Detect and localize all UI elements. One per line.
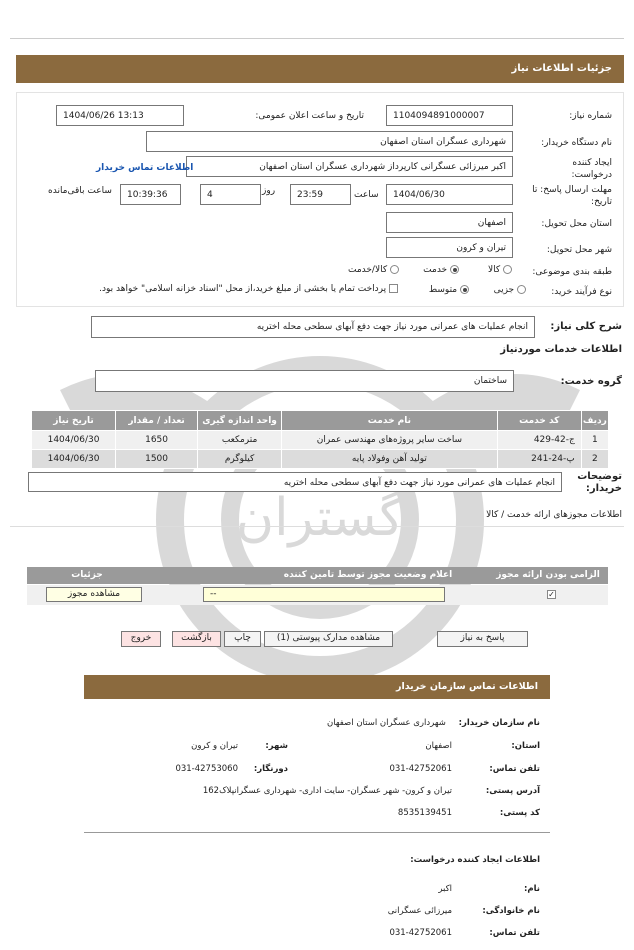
- col-date: تاریخ نیاز: [32, 411, 116, 431]
- contact-org-value: شهرداری عسگران استان اصفهان: [326, 718, 446, 728]
- category-option-both[interactable]: کالا/خدمت: [348, 265, 399, 275]
- col-code: کد خدمت: [497, 411, 581, 431]
- contact-address-label: آدرس پستی:: [485, 786, 540, 796]
- category-label: طبقه بندی موضوعی:: [532, 267, 612, 277]
- creator-name-value: اکبر: [438, 884, 452, 894]
- creator-family-value: میرزائی عسگرانی: [387, 906, 452, 916]
- services-table: [31, 410, 609, 469]
- permit-required-checkbox: [547, 590, 556, 600]
- contact-address: [486, 786, 540, 796]
- permit-status-field: --: [203, 587, 445, 602]
- permits-col-status: اعلام وضعیت مجوز توسط تامین کننده: [283, 570, 453, 580]
- checkmark-icon: ✓: [548, 590, 555, 599]
- radio-icon: [390, 265, 399, 274]
- contact-fax-label: دورنگار:: [253, 764, 288, 774]
- col-row: ردیف: [581, 411, 608, 431]
- row-code: پ-24-241: [497, 450, 581, 469]
- services-table-header: [32, 411, 609, 431]
- radio-selected-icon: [460, 285, 469, 294]
- contact-fax: [254, 764, 288, 774]
- creator-section-title: اطلاعات ایجاد کننده درخواست:: [410, 855, 540, 865]
- contact-postal: [500, 808, 540, 818]
- summary-field: انجام عملیات های عمرانی مورد نیاز جهت دفع آبهای سطحی محله اختریه: [91, 316, 535, 338]
- back-button[interactable]: بازگشت: [172, 631, 221, 647]
- contact-address-value: تیران و کرون- شهر عسگران- سایت اداری- شهرداری عسگرانپلاک162: [202, 786, 452, 796]
- creator-name: [524, 884, 540, 894]
- table-row: [32, 450, 609, 469]
- category-option-goods[interactable]: کالا: [488, 265, 512, 275]
- permits-col-required: الزامی بودن ارائه مجوز: [496, 570, 600, 580]
- creator-family: [482, 906, 540, 916]
- city-field: تیران و کرون: [386, 237, 513, 258]
- row-code: ج-42-429: [497, 431, 581, 450]
- service-group-field: ساختمان: [95, 370, 514, 392]
- creator-field: اکبر میرزائی عسگرانی کارپرداز شهرداری عسگران استان اصفهان: [186, 156, 513, 177]
- contact-postal-label: کد پستی:: [499, 808, 540, 818]
- buyer-notes-field: انجام عملیات های عمرانی مورد نیاز جهت دفع آبهای سطحی محله اختریه: [28, 472, 562, 492]
- reply-button[interactable]: پاسخ به نیاز: [437, 631, 528, 647]
- process-label: نوع فرآیند خرید:: [551, 287, 612, 297]
- contact-divider: [84, 832, 550, 833]
- row-name: ساخت سایر پروژه‌های مهندسی عمران: [282, 431, 498, 450]
- creator-phone: [489, 928, 540, 938]
- creator-phone-value: 031-42752061: [389, 928, 452, 938]
- treasury-payment-option[interactable]: پرداخت تمام یا بخشی از مبلغ خرید،از محل "اسناد خزانه اسلامی" خواهد بود.: [99, 284, 398, 294]
- category-option-service[interactable]: خدمت: [423, 265, 459, 275]
- radio-icon: [517, 285, 526, 294]
- row-unit: مترمکعب: [198, 431, 282, 450]
- service-group-label: گروه خدمت:: [560, 376, 622, 387]
- col-name: نام خدمت: [282, 411, 498, 431]
- contact-link[interactable]: اطلاعات تماس خریدار: [96, 163, 194, 173]
- process-option-medium[interactable]: متوسط: [429, 285, 469, 295]
- row-unit: کیلوگرم: [198, 450, 282, 469]
- buyer-org-label: نام دستگاه خریدار:: [541, 138, 612, 148]
- print-button[interactable]: چاپ: [224, 631, 261, 647]
- contact-fax-value: 031-42753060: [175, 764, 238, 774]
- contact-province: [511, 741, 540, 751]
- time-label: ساعت: [354, 190, 379, 200]
- view-documents-button[interactable]: مشاهده مدارک پیوستی (1): [264, 631, 393, 647]
- province-label: استان محل تحویل:: [541, 219, 612, 229]
- exit-button[interactable]: خروج: [121, 631, 161, 647]
- row-qty: 1650: [116, 431, 198, 450]
- watermark-text: گستران: [235, 488, 405, 548]
- view-permit-button[interactable]: مشاهده مجوز: [46, 587, 142, 602]
- col-qty: تعداد / مقدار: [116, 411, 198, 431]
- announce-label: تاریخ و ساعت اعلان عمومی:: [255, 111, 364, 121]
- contact-org-label: نام سازمان خریدار:: [458, 718, 540, 728]
- top-divider: [10, 38, 624, 39]
- row-name: تولید آهن وفولاد پایه: [282, 450, 498, 469]
- creator-name-label: نام:: [523, 884, 540, 894]
- contact-province-value: اصفهان: [425, 741, 452, 751]
- contact-phone: [489, 764, 540, 774]
- page-title: جزئیات اطلاعات نیاز: [511, 63, 612, 74]
- buyer-org-field: شهرداری عسگران استان اصفهان: [146, 131, 513, 152]
- deadline-label: مهلت ارسال پاسخ: تا تاریخ:: [532, 185, 612, 207]
- need-number-label: شماره نیاز:: [569, 111, 612, 121]
- checkbox-icon: [389, 284, 398, 293]
- contact-phone-label: تلفن تماس:: [489, 764, 540, 774]
- row-date: 1404/06/30: [32, 431, 116, 450]
- radio-icon: [503, 265, 512, 274]
- creator-label: ایجاد کننده درخواست:: [571, 158, 612, 180]
- deadline-date-field[interactable]: 1404/06/30: [386, 184, 513, 205]
- contact-city-value: تیران و کرون: [191, 741, 238, 751]
- row-qty: 1500: [116, 450, 198, 469]
- need-number-field: 1104094891000007: [386, 105, 513, 126]
- deadline-time-field[interactable]: 23:59: [290, 184, 351, 205]
- buyer-notes-label: توضیحات خریدار:: [577, 471, 622, 494]
- creator-family-label: نام خانوادگی:: [482, 906, 540, 916]
- row-date: 1404/06/30: [32, 450, 116, 469]
- row-index: 1: [581, 431, 608, 450]
- days-field: 4: [200, 184, 261, 205]
- permits-divider: [10, 526, 624, 527]
- permits-title: اطلاعات مجوزهای ارائه خدمت / کالا: [486, 510, 622, 520]
- contact-province-label: استان:: [511, 741, 540, 751]
- city-label: شهر محل تحویل:: [546, 245, 612, 255]
- page-header: [16, 55, 624, 83]
- days-label: روز: [262, 186, 276, 196]
- services-title: اطلاعات خدمات موردنیاز: [500, 344, 622, 355]
- creator-phone-label: تلفن تماس:: [489, 928, 540, 938]
- permits-table: [27, 567, 608, 607]
- contact-city-label: شهر:: [265, 741, 288, 751]
- table-row: [32, 431, 609, 450]
- permits-col-details: جزئیات: [71, 570, 103, 580]
- contact-title: اطلاعات تماس سازمان خریدار: [395, 681, 538, 692]
- contact-postal-value: 8535139451: [397, 808, 452, 818]
- col-unit: واحد اندازه گیری: [198, 411, 282, 431]
- contact-header: [84, 675, 550, 699]
- remaining-label: ساعت باقی‌مانده: [48, 186, 112, 196]
- contact-city: [265, 741, 288, 751]
- contact-org: [327, 718, 540, 728]
- province-field: اصفهان: [386, 212, 513, 233]
- radio-selected-icon: [450, 265, 459, 274]
- process-option-minor[interactable]: جزیی: [494, 285, 526, 295]
- remaining-field: 10:39:36: [120, 184, 181, 205]
- announce-field: 1404/06/26 13:13: [56, 105, 184, 126]
- row-index: 2: [581, 450, 608, 469]
- contact-phone-value: 031-42752061: [389, 764, 452, 774]
- summary-label: شرح کلی نیاز:: [550, 321, 622, 332]
